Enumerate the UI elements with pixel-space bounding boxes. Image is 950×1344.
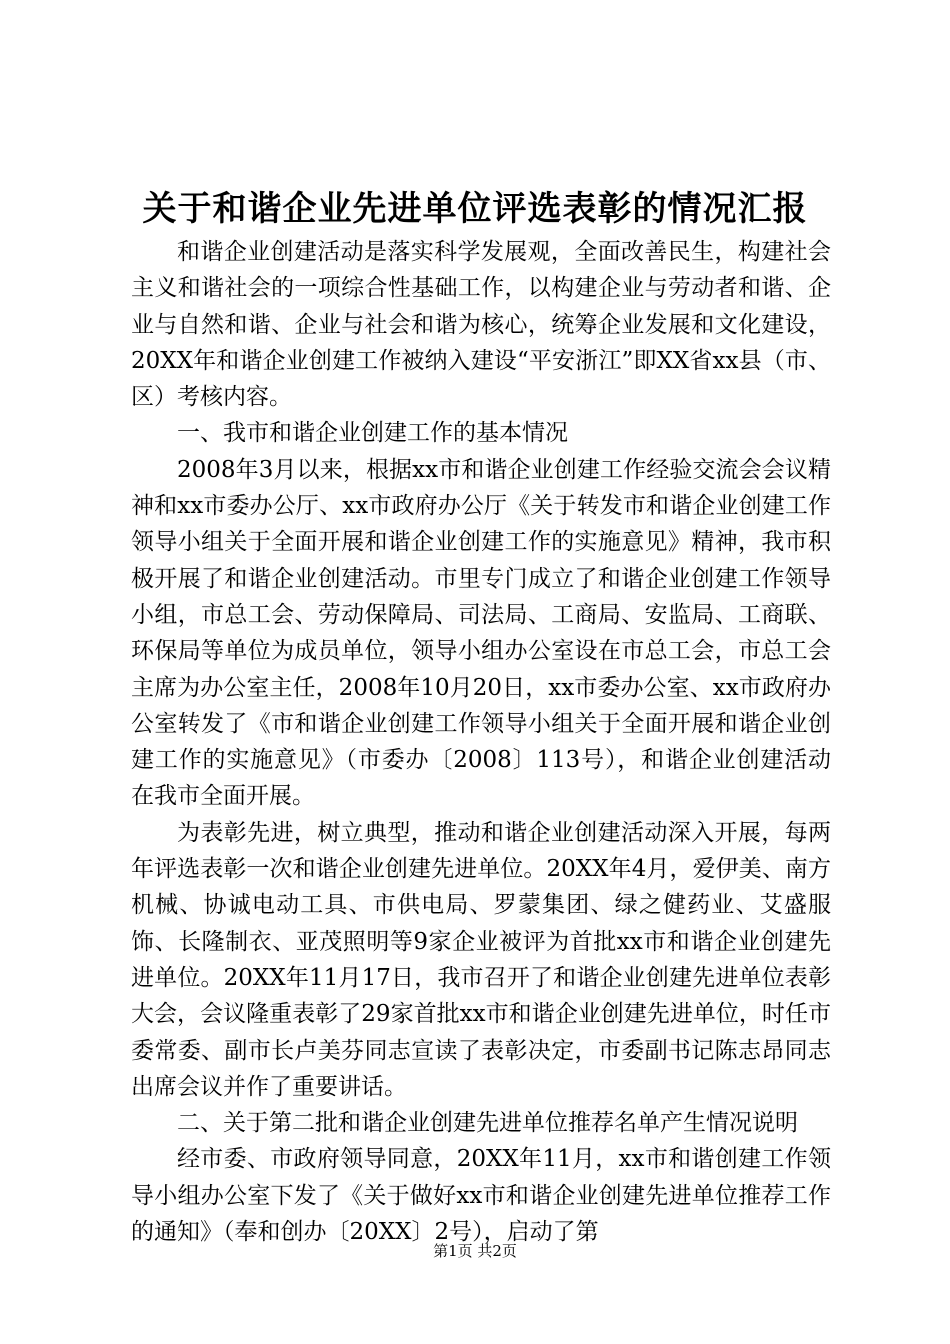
paragraph-second-batch: 经市委、市政府领导同意，20XX年11月，xx市和谐创建工作领导小组办公室下发了《关于做好xx市和谐企业创建先进单位推荐工作的通知》（奉和创办〔20XX〕2号），启动了第 [131, 1146, 831, 1246]
paragraph-intro: 和谐企业创建活动是落实科学发展观，全面改善民生，构建社会主义和谐社会的一项综合性基础工作，以构建企业与劳动者和谐、企业与自然和谐、企业与社会和谐为核心，统筹企业发展和文化建设，20XX年和谐企业创建工作被纳入建设“平安浙江”即XX省xx县（市、区）考核内容。 [131, 239, 831, 411]
document-body [131, 234, 831, 1250]
page-footer: 第1页 共2页 [433, 1242, 517, 1260]
section-heading-2: 二、关于第二批和谐企业创建先进单位推荐名单产生情况说明 [177, 1110, 798, 1137]
section-heading-1: 一、我市和谐企业创建工作的基本情况 [177, 420, 568, 447]
paragraph-basic-situation: 2008年3月以来，根据xx市和谐企业创建工作经验交流会会议精神和xx市委办公厅、xx市政府办公厅《关于转发市和谐企业创建工作领导小组关于全面开展和谐企业创建工作的实施意见》精神，我市积极开展了和谐企业创建活动。市里专门成立了和谐企业创建工作领导小组，市总工会、劳动保障局、司法局、工商局、安监局、工商联、环保局等单位为成员单位，领导小组办公室设在市总工会，市总工会主席为办公室主任，2008年10月20日，xx市委办公室、xx市政府办公室转发了《市和谐企业创建工作领导小组关于全面开展和谐企业创建工作的实施意见》（市委办〔2008〕113号），和谐企业创建活动在我市全面开展。 [131, 456, 831, 810]
document-title: 关于和谐企业先进单位评选表彰的情况汇报 [142, 189, 808, 229]
paragraph-commendation: 为表彰先进，树立典型，推动和谐企业创建活动深入开展，每两年评选表彰一次和谐企业创建先进单位。20XX年4月，爱伊美、南方机械、协诚电动工具、市供电局、罗蒙集团、绿之健药业、艾盛服饰、长隆制衣、亚茂照明等9家企业被评为首批xx市和谐企业创建先进单位。20XX年11月17日，我市召开了和谐企业创建先进单位表彰大会，会议隆重表彰了29家首批xx市和谐企业创建先进单位，时任市委常委、副市长卢美芬同志宣读了表彰决定，市委副书记陈志昂同志出席会议并作了重要讲话。 [131, 819, 831, 1100]
